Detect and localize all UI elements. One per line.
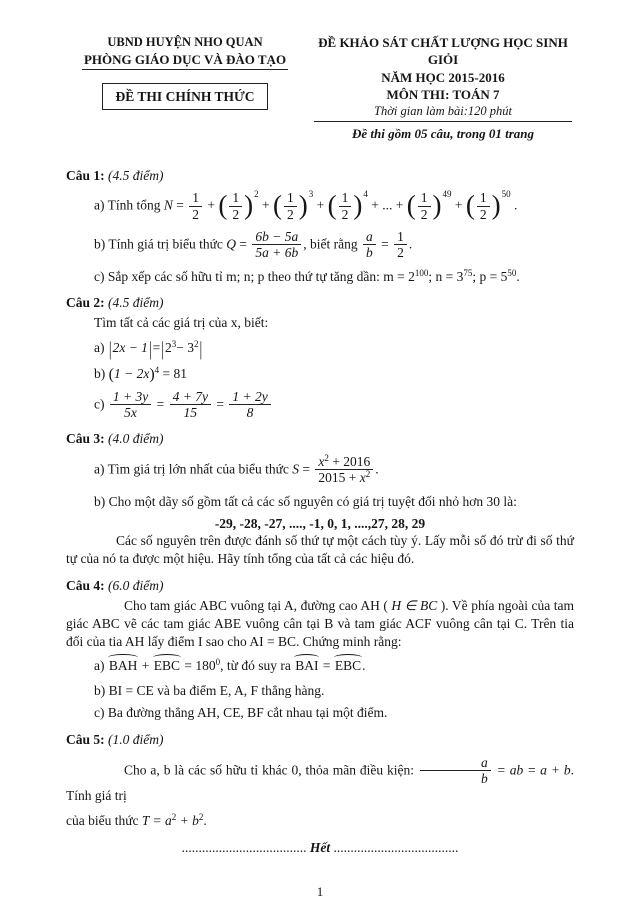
q4-part-c: c) Ba đường thẳng AH, CE, BF cắt nhau tại một điểm.: [94, 704, 388, 720]
dots-left: .....................................: [181, 840, 307, 856]
question-1: [66, 167, 574, 286]
question-points: (4.5 điểm): [108, 167, 164, 183]
angle-EBC: EBC: [153, 658, 181, 674]
q3b-integer-sequence: -29, -28, -27, ...., -1, 0, 1, ....,27, 28, 29: [214, 515, 426, 531]
header-right: [304, 34, 574, 143]
q4a-middle-text: , từ đó suy ra: [220, 658, 291, 674]
right-paren: ): [149, 365, 155, 383]
exponent: 3: [171, 339, 177, 350]
abs-bar: |: [108, 337, 112, 360]
q2-part-a: [94, 339, 574, 358]
question-2: [66, 294, 574, 420]
math-expr: − 3: [176, 340, 194, 356]
fraction: $\frac{1}{2}$: [394, 230, 407, 261]
q1c-text: ; n = 3: [428, 268, 464, 284]
fraction: $\frac{1}{2}$: [189, 191, 202, 222]
fraction: $\frac{a}{b}$: [363, 230, 376, 261]
question-points: (1.0 điểm): [108, 731, 164, 747]
right-paren: ): [491, 189, 501, 220]
question-5-heading: [66, 731, 574, 749]
power-term: [218, 189, 259, 222]
q1-part-a: [94, 191, 574, 222]
power-term: [273, 189, 314, 222]
page-count-note: Đề thi gồm 05 câu, trong 01 trang: [351, 126, 535, 142]
power-term: [327, 189, 368, 222]
period: .: [375, 461, 379, 477]
question-points: (6.0 điểm): [108, 578, 164, 594]
period: .: [408, 236, 413, 252]
question-4: [66, 577, 574, 722]
left-paren: (: [218, 189, 228, 220]
fraction: $\frac{1}{2}$: [418, 191, 431, 222]
exam-body: [66, 167, 574, 900]
fraction: $\frac{6b - 5a}{5a + 6b}$: [252, 230, 301, 261]
period: .: [362, 658, 366, 674]
period: .: [514, 198, 518, 214]
left-paren: (: [273, 189, 283, 220]
math-expr: 2x − 1: [112, 340, 148, 356]
fraction: $\frac{1}{2}$: [477, 191, 490, 222]
abs-bar: |: [161, 337, 164, 360]
header-right-divider: [314, 121, 572, 122]
exponent: 50: [501, 189, 511, 200]
right-paren: ): [244, 189, 254, 220]
fraction: $\frac{1 + 3y}{5x}$: [110, 390, 151, 421]
angle-EBC: EBC: [334, 658, 362, 674]
q5-line-2: của biểu thức $T = a^2 + b^2$.: [66, 811, 207, 828]
exponent: 75: [463, 267, 473, 278]
q2-part-b: [94, 365, 574, 383]
q2-part-c: [94, 390, 574, 421]
exponent: 2: [171, 811, 177, 822]
q4-part-b: b) BI = CE và ba điểm E, A, F thẳng hàng.: [94, 683, 325, 699]
q4a-label: a): [94, 658, 105, 674]
exponent: 2: [198, 811, 204, 822]
question-5: [66, 731, 574, 830]
angle-BAH: BAH: [108, 658, 138, 674]
left-paren: (: [465, 189, 475, 220]
angle-BAI: BAI: [295, 658, 319, 674]
exponent: 2: [193, 339, 199, 350]
plus-sign: +: [316, 198, 325, 214]
q1-part-c: [94, 268, 574, 286]
subject-line: MÔN THI: TOÁN 7: [386, 86, 500, 102]
period: .: [203, 812, 207, 828]
question-4-heading: [66, 577, 574, 595]
exam-title: ĐỀ KHẢO SÁT CHẤT LƯỢNG HỌC SINH GIỎI: [318, 35, 568, 68]
abs-bar: |: [199, 337, 203, 360]
exponent: 50: [507, 267, 517, 278]
equals-sign: =: [381, 236, 389, 252]
exponent: 2: [254, 189, 259, 200]
equals-sign: =: [302, 461, 311, 477]
q2-intro: Tìm tất cả các giá trị của x, biết:: [94, 315, 269, 331]
left-paren: (: [406, 189, 416, 220]
abs-bar: |: [148, 337, 152, 360]
q3-part-b-label: b) Cho một dãy số gồm tất cả các số nguyên có giá trị tuyệt đối nhỏ hơn 30 là:: [94, 493, 517, 509]
ellipsis-terms: + ... +: [371, 198, 404, 214]
question-3-heading: [66, 430, 574, 448]
q1c-text: c) Sắp xếp các số hữu tỉ m; n; p theo thứ tự tăng dần: m = 2: [94, 268, 415, 284]
equals-sign: =: [322, 658, 331, 674]
power-term: [465, 189, 511, 222]
question-number: Câu 4:: [66, 578, 105, 594]
period: .: [516, 268, 520, 284]
math-expr: 1 − 2x: [113, 365, 150, 381]
dots-right: .....................................: [333, 840, 459, 856]
math-expr: T = a: [141, 812, 172, 828]
q3-part-a: [94, 452, 574, 486]
exponent: 2: [365, 469, 371, 480]
end-of-exam-line: [66, 839, 574, 857]
plus-sign: +: [454, 198, 463, 214]
page-number: 1: [316, 884, 324, 900]
q1b-label: b) Tính giá trị biểu thức: [94, 236, 223, 252]
exponent: 49: [442, 189, 452, 200]
left-paren: (: [327, 189, 337, 220]
q1b-middle-text: , biết rằng: [303, 236, 358, 252]
question-number: Câu 5:: [66, 731, 105, 747]
exponent: 4: [363, 189, 368, 200]
equals-sign: =: [239, 236, 248, 252]
exponent: 3: [308, 189, 314, 200]
org-name-line1: UBND HUYỆN NHO QUAN: [107, 35, 263, 49]
q3b-paragraph: Các số nguyên trên được đánh số thứ tự một cách tùy ý. Lấy mỗi số đó trừ đi số thứ tự của nó ta được một hiệu. Hãy tính tổng của tất cả các hiệu đó.: [66, 533, 574, 567]
fraction: $\frac{1}{2}$: [229, 191, 242, 222]
q3a-label: a) Tìm giá trị lớn nhất của biểu thức: [94, 461, 289, 477]
question-3: [66, 430, 574, 568]
header-left-underline: [82, 69, 288, 70]
plus-sign: +: [262, 198, 270, 214]
official-box-wrap: [66, 83, 304, 111]
question-number: Câu 1:: [66, 167, 105, 183]
q2c-label: c): [94, 396, 105, 412]
org-name-line2: PHÒNG GIÁO DỤC VÀ ĐÀO TẠO: [83, 51, 287, 67]
right-paren: ): [298, 189, 308, 220]
fraction: $\frac{1}{2}$: [339, 191, 352, 222]
fraction: $\frac{a}{b}$: [420, 756, 491, 787]
header-left: [66, 34, 304, 110]
exponent: 4: [154, 364, 160, 375]
equals-sign: =: [216, 396, 224, 412]
math-expr: + b: [176, 812, 199, 828]
exponent: 2: [324, 452, 329, 463]
degree-exponent: 0: [215, 657, 221, 668]
math-var: Q: [226, 236, 237, 252]
power-term: [406, 189, 452, 222]
math-expr: 2: [164, 340, 172, 356]
q5-line-1: Cho a, b là các số hữu tỉ khác 0, thỏa mãn điều kiện: $\frac{a}{b}$ = ab = a + b. Tính giá trị: [66, 754, 575, 803]
plus-sign: +: [207, 198, 216, 214]
exponent: 100: [414, 267, 429, 278]
equals-sign: =: [156, 396, 165, 412]
q1a-label: a) Tính tổng: [94, 198, 161, 214]
q1-part-b: [94, 230, 574, 261]
question-points: (4.0 điểm): [108, 430, 164, 446]
fraction: $\frac{1}{2}$: [284, 191, 297, 222]
fraction: $\frac{4 + 7y}{15}$: [170, 390, 211, 421]
right-paren: ): [353, 189, 363, 220]
question-1-heading: [66, 167, 574, 185]
equals-sign: =: [176, 198, 184, 214]
q2b-label: b): [94, 365, 106, 381]
question-points: (4.5 điểm): [108, 295, 164, 311]
q2a-label: a): [94, 340, 105, 356]
duration-line: Thời gian làm bài:120 phút: [374, 104, 512, 119]
math-var: S: [292, 461, 300, 477]
q4-part-a: [94, 657, 574, 675]
plus-sign: +: [141, 658, 150, 674]
het-label: Hết: [309, 840, 331, 856]
school-year: NĂM HỌC 2015-2016: [381, 69, 505, 85]
question-2-heading: [66, 294, 574, 312]
fraction: $\frac{x^2 + 2016}{2015 + x^2}$: [315, 455, 373, 486]
right-paren: ): [432, 189, 442, 220]
official-exam-box: ĐỀ THI CHÍNH THỨC: [102, 83, 269, 111]
math-condition: H ∈ BC: [387, 597, 441, 613]
question-number: Câu 3:: [66, 430, 105, 446]
equals-180: = 180: [184, 658, 216, 674]
math-condition: = ab = a + b: [496, 762, 571, 778]
q4-intro: Cho tam giác ABC vuông tại A, đường cao AH ( H ∈ BC ). Về phía ngoài của tam giác ABC vẽ các tam giác ABE vuông cân tại B và tam giác ACF vuông cân tại C. Trên tia đối của tia AH lấy điểm I sao cho AI = BC. Chứng minh rằng:: [66, 597, 574, 649]
fraction: $\frac{1 + 2y}{8}$: [229, 390, 270, 421]
math-var: N: [163, 198, 173, 214]
question-number: Câu 2:: [66, 295, 105, 311]
header: [66, 34, 574, 143]
q1c-text: ; p = 5: [472, 268, 508, 284]
equals-sign: =: [152, 340, 161, 356]
left-paren: (: [108, 365, 114, 383]
math-expr: = 81: [162, 365, 188, 381]
